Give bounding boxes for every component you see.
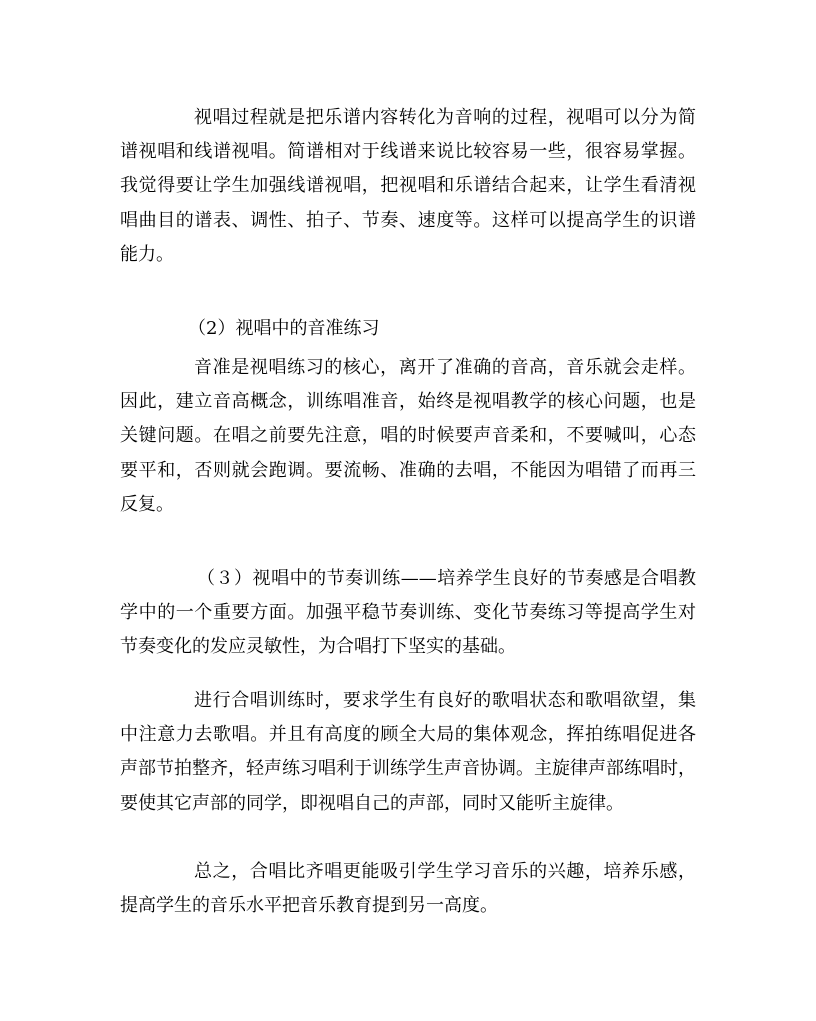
paragraph-line: 提高学生的音乐水平把音乐教育提到另一高度。 (120, 895, 498, 917)
paragraph-line: 关键问题。在唱之前要先注意，唱的时候要声音柔和，不要喊叫，心态 (120, 425, 696, 447)
section-heading-pitch-practice (120, 312, 696, 346)
paragraph-line: 要使其它声部的同学，即视唱自己的声部，同时又能听主旋律。 (120, 792, 624, 814)
paragraph-choir-training (120, 684, 696, 821)
paragraph-line: 因此，建立音高概念，训练唱准音，始终是视唱教学的核心问题，也是 (120, 391, 696, 413)
paragraph-sight-singing-process (120, 101, 696, 272)
paragraph-line: 音准是视唱练习的核心，离开了准确的音高，音乐就会走样。 (194, 357, 696, 378)
paragraph-line: 进行合唱训练时，要求学生有良好的歌唱状态和歌唱欲望，集 (194, 690, 696, 711)
paragraph-line: 我觉得要让学生加强线谱视唱，把视唱和乐谱结合起来，让学生看清视 (120, 175, 696, 197)
paragraph-line: 声部节拍整齐，轻声练习唱利于训练学生声音协调。主旋律声部练唱时， (120, 758, 696, 780)
paragraph-line: 节奏变化的发应灵敏性，为合唱打下坚实的基础。 (120, 636, 516, 658)
paragraph-line: 能力。 (120, 243, 174, 265)
paragraph-rhythm-training (120, 562, 696, 665)
paragraph-line: 唱曲目的谱表、调性、拍子、节奏、速度等。这样可以提高学生的识谱 (120, 209, 696, 231)
paragraph-line: 视唱过程就是把乐谱内容转化为音响的过程，视唱可以分为简 (194, 107, 696, 128)
heading-line: （2）视唱中的音准练习 (188, 318, 380, 339)
paragraph-line: 要平和，否则就会跑调。要流畅、准确的去唱，不能因为唱错了而再三 (120, 459, 696, 481)
paragraph-line: 总之，合唱比齐唱更能吸引学生学习音乐的兴趣，培养乐感， (194, 861, 696, 882)
paragraph-line: （３）视唱中的节奏训练——培养学生良好的节奏感是合唱教 (197, 568, 696, 589)
paragraph-line: 中注意力去歌唱。并且有高度的顾全大局的集体观念，挥拍练唱促进各 (120, 724, 696, 746)
paragraph-line: 谱视唱和线谱视唱。简谱相对于线谱来说比较容易一些，很容易掌握。 (120, 141, 696, 163)
paragraph-pitch-accuracy (120, 351, 696, 522)
paragraph-line: 学中的一个重要方面。加强平稳节奏训练、变化节奏练习等提高学生对 (120, 602, 696, 624)
paragraph-line: 反复。 (120, 493, 174, 515)
paragraph-conclusion (120, 855, 696, 923)
